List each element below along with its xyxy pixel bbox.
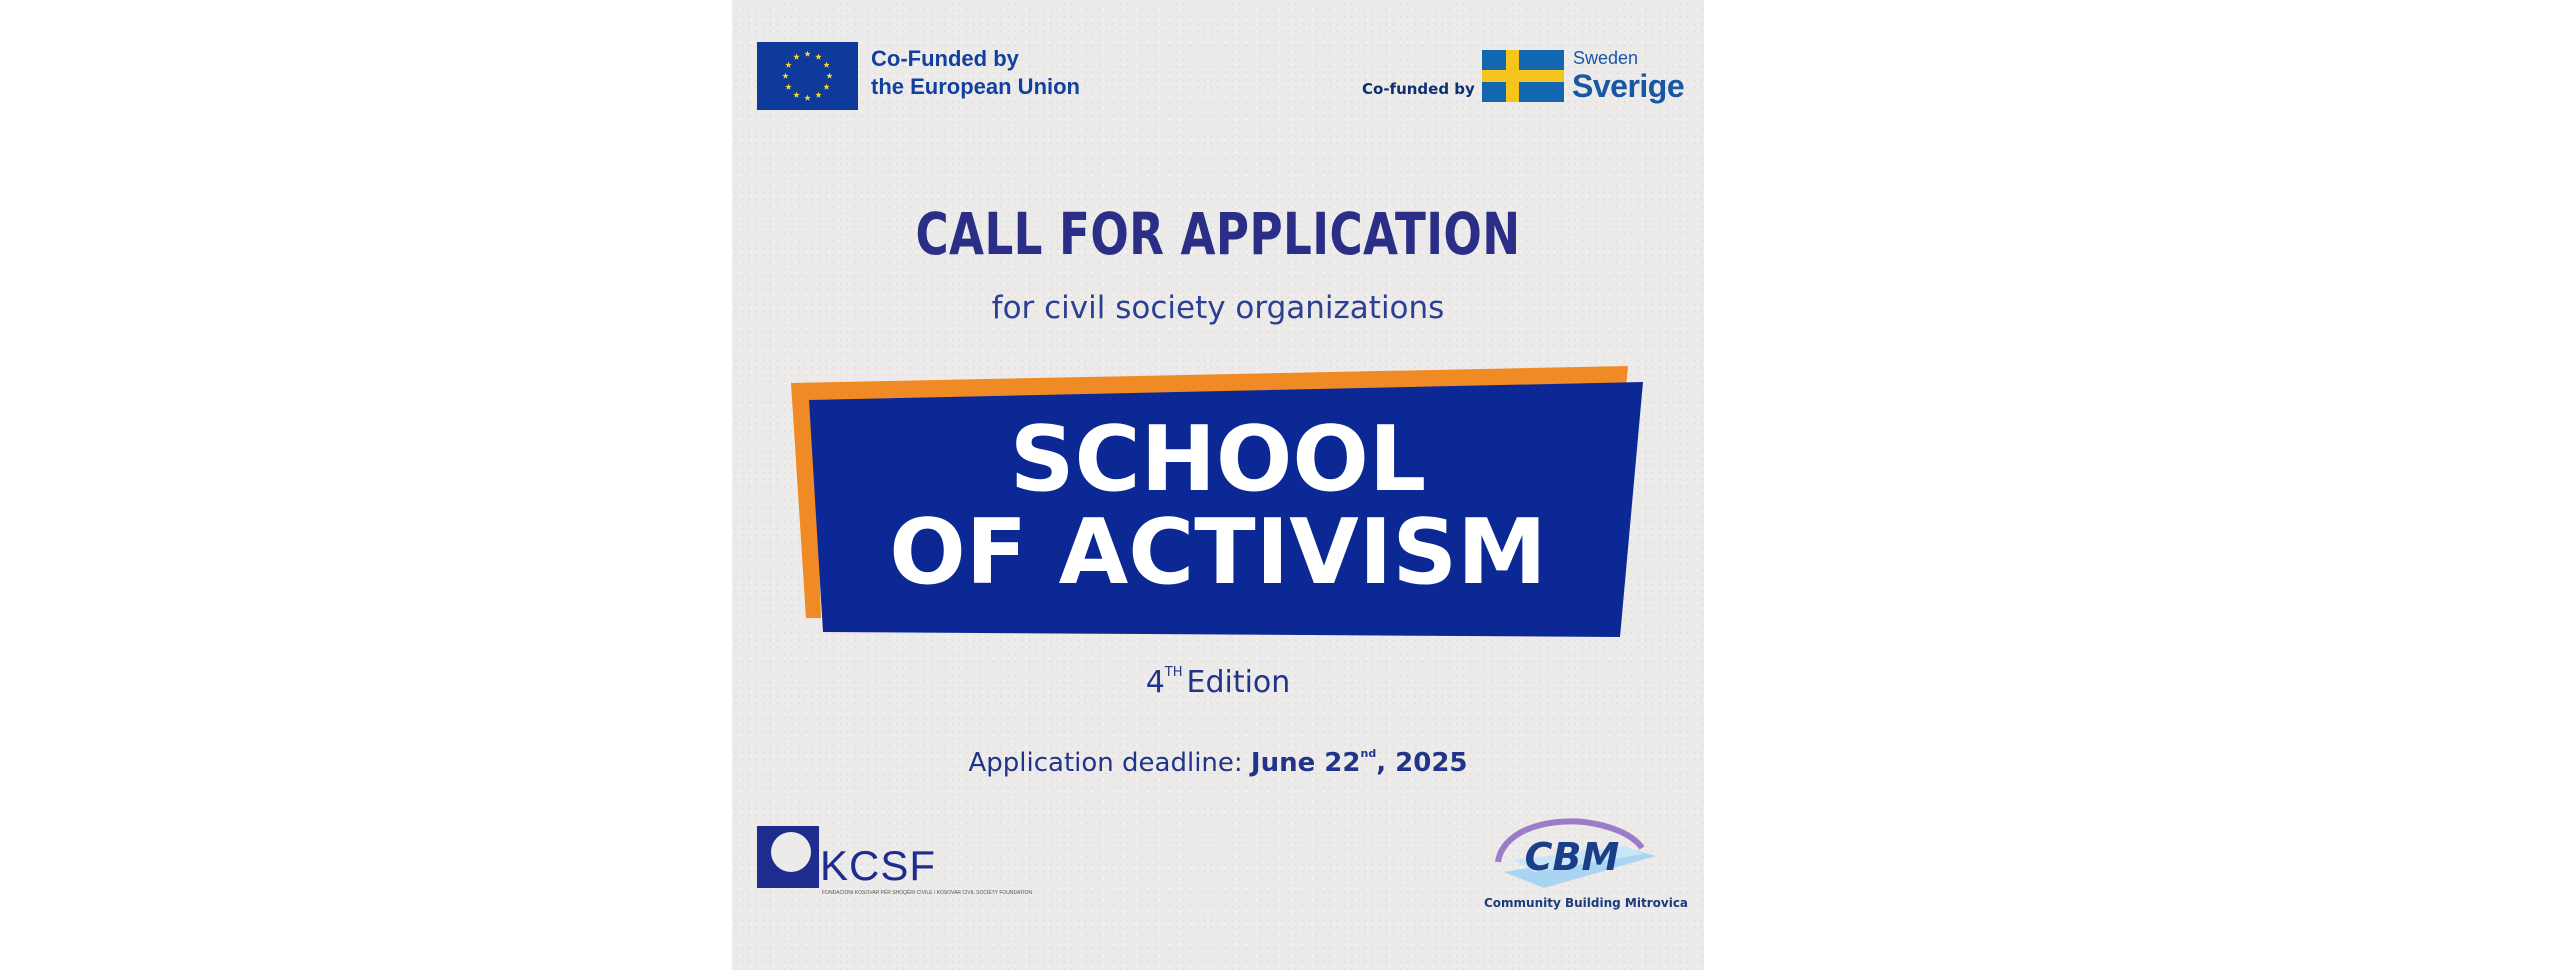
sweden-name-en: Sweden — [1573, 48, 1639, 68]
cbm-logo-icon — [1484, 812, 1659, 896]
deadline-date-year: , 2025 — [1376, 748, 1468, 778]
deadline-label: Application deadline: — [968, 748, 1243, 778]
deadline-date — [1251, 748, 1468, 778]
deadline-date-main: June 22 — [1250, 748, 1361, 778]
edition-ordinal: TH — [1164, 665, 1183, 680]
deadline-line — [732, 747, 1704, 778]
edition-line — [732, 665, 1704, 700]
sweden-name-sv: Sverige — [1572, 68, 1685, 104]
eu-line1: Co-Funded by — [871, 46, 1019, 71]
cbm-caption: Community Building Mitrovica — [1484, 896, 1689, 910]
edition-label: Edition — [1186, 665, 1291, 700]
poster — [732, 0, 1704, 970]
kcsf-tagline: FONDACIONI KOSOVAR PËR SHOQËRI CIVILE / KOSOVAR CIVIL SOCIETY FOUNDATION — [822, 890, 1033, 896]
deadline-date-ordinal: nd — [1360, 747, 1377, 760]
edition-number: 4 — [1145, 665, 1165, 700]
banner-line2: OF ACTIVISM — [889, 500, 1547, 605]
sweden-cofunded-label: Co-funded by — [1362, 80, 1475, 98]
kcsf-logo-icon — [757, 826, 819, 888]
eu-line2: the European Union — [871, 74, 1080, 99]
cbm-abbr: CBM — [1524, 835, 1620, 879]
subheadline: for civil society organizations — [991, 290, 1445, 326]
banner-line1: SCHOOL — [1009, 407, 1427, 512]
headline: CALL FOR APPLICATION — [915, 200, 1521, 268]
kcsf-name: KCSF — [820, 842, 937, 889]
